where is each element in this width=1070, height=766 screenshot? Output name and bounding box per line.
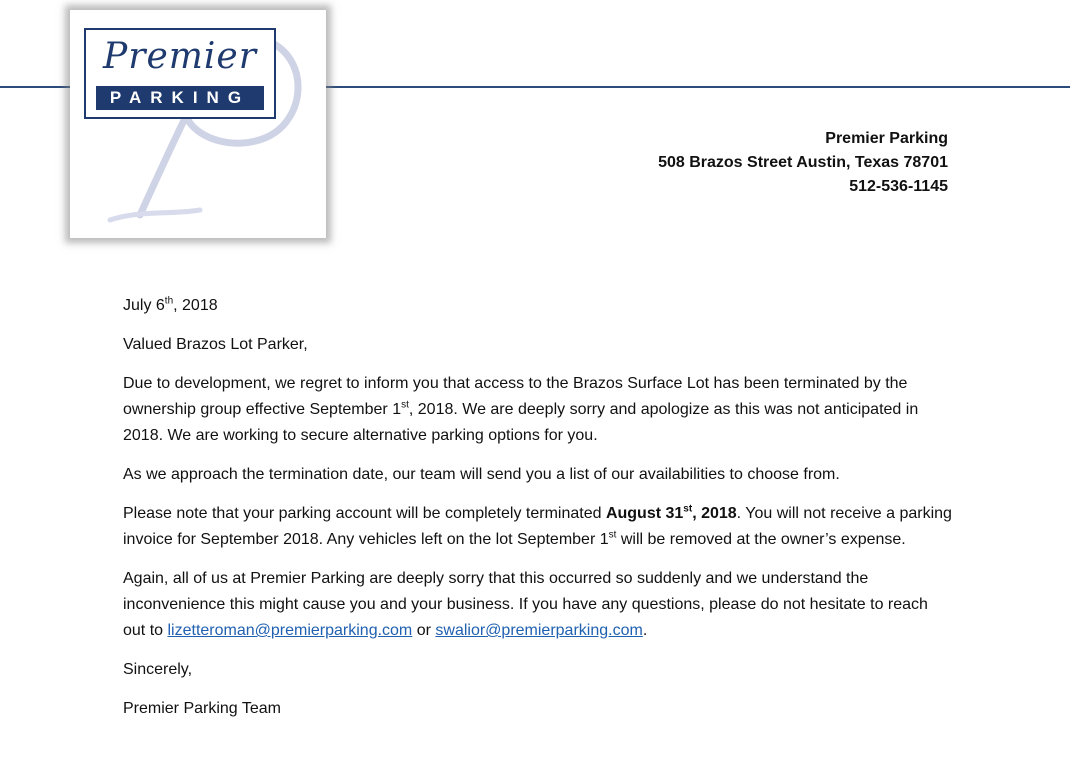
date-text: July 6 (123, 297, 165, 314)
email-link-lizetteroman[interactable]: lizetteroman@premierparking.com (167, 622, 413, 639)
letter-date (123, 293, 953, 319)
paragraph-4 (123, 566, 953, 644)
letter-greeting: Valued Brazos Lot Parker, (123, 336, 308, 353)
termination-date-year: , 2018 (692, 505, 737, 522)
date-ordinal: th (164, 295, 174, 307)
letter-body (123, 293, 953, 735)
letter-closing: Sincerely, (123, 661, 193, 678)
p1-text-b: , 2018. We are deeply sorry and apologize as this was not anticipated in 2018. We are working to secure alternative parking options for you. (123, 401, 919, 444)
sender-address-block (658, 127, 948, 199)
company-address: 508 Brazos Street Austin, Texas 78701 (658, 154, 948, 171)
p3-text-b: . You will not receive a parking invoice for September 2018. Any vehicles left on the lot September 1 (123, 505, 952, 548)
p3-text-c: will be removed at the owner’s expense. (616, 531, 906, 548)
email-link-swalior[interactable]: swalior@premierparking.com (435, 622, 643, 639)
p1-text-a: Due to development, we regret to inform you that access to the Brazos Surface Lot has been terminated by the ownership group effective September 1 (123, 375, 908, 418)
logo-band: PARKING (96, 86, 264, 110)
p4-text-mid: or (412, 622, 436, 639)
paragraph-3 (123, 501, 953, 553)
company-logo (70, 10, 326, 238)
logo-box (84, 28, 276, 119)
termination-date-ordinal: st (683, 503, 693, 515)
company-phone: 512-536-1145 (849, 178, 948, 195)
termination-date (606, 505, 737, 522)
letter-signature: Premier Parking Team (123, 700, 281, 717)
termination-date-text: August 31 (605, 505, 684, 522)
logo-wordmark: Premier (103, 36, 257, 77)
p1-ordinal: st (401, 399, 409, 411)
p3-ordinal: st (608, 529, 617, 541)
paragraph-1 (123, 371, 953, 449)
p3-text-a: Please note that your parking account will be completely terminated (123, 505, 606, 522)
p4-text-end: . (642, 622, 648, 639)
date-year: , 2018 (173, 297, 218, 314)
paragraph-2: As we approach the termination date, our team will send you a list of our availabilities to choose from. (123, 466, 840, 483)
company-name: Premier Parking (825, 130, 948, 147)
p4-text-a: Again, all of us at Premier Parking are deeply sorry that this occurred so suddenly and we understand the inconvenience this might cause you and your business. If you have any questions, please do not hesitate to reach out to (123, 570, 928, 639)
